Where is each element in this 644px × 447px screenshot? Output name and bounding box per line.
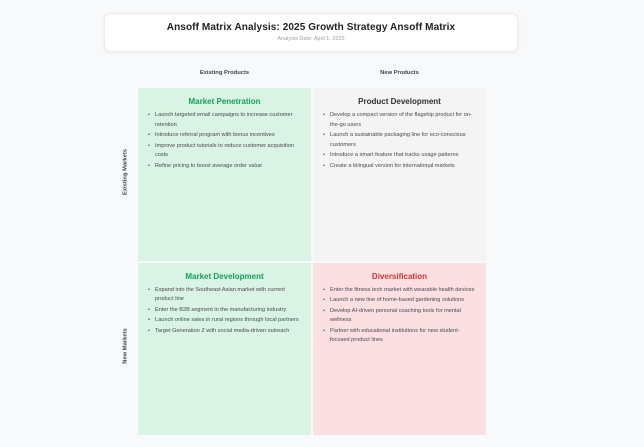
quadrant-item: • Introduce a smart feature that tracks usage patterns	[323, 151, 477, 161]
quadrant-item: • Develop AI-driven personal coaching tools for mental wellness	[323, 307, 477, 326]
quadrant-item: • Launch a sustainable packaging line for eco-conscious customers	[323, 131, 477, 150]
quadrant-item: • Enter the fitness tech market with wearable health devices	[323, 286, 477, 296]
quadrant-item: • Partner with educational institutions for new student-focused product lines	[323, 327, 477, 346]
quadrant-item: • Refine pricing to boost average order value	[148, 162, 302, 172]
quadrant-item: • Introduce referral program with bonus incentives	[148, 131, 302, 141]
quadrant-item-list	[322, 111, 477, 171]
quadrant-item-list	[147, 111, 302, 171]
column-label-new-products: New Products	[380, 70, 419, 76]
quadrant-item: • Launch targeted email campaigns to increase customer retention	[148, 111, 302, 130]
row-label-new-markets: New Markets	[122, 328, 129, 364]
quadrant-item: • Create a bilingual version for international markets	[323, 162, 477, 172]
quadrant-market-penetration	[138, 88, 311, 261]
quadrant-title: Product Development	[358, 97, 441, 106]
quadrant-diversification	[313, 263, 486, 436]
quadrant-item: • Develop a compact version of the flagship product for on-the-go users	[323, 111, 477, 130]
quadrant-title: Market Development	[185, 271, 264, 281]
quadrant-item: • Target Generation Z with social media-driven outreach	[148, 327, 302, 337]
quadrant-item: • Expand into the Southeast Asian market with current product line	[148, 286, 302, 305]
quadrant-product-development	[313, 88, 486, 261]
quadrant-title: Diversification	[371, 271, 428, 281]
quadrant-item: • Launch a new line of home-based gardening solutions	[323, 296, 477, 306]
quadrant-title: Market Penetration	[188, 97, 261, 106]
row-label-existing-markets: Existing Markets	[122, 148, 129, 196]
quadrant-item: • Enter the B2B segment in the manufacturing industry	[148, 306, 302, 316]
quadrant-item: • Launch online sales in rural regions through local partners	[148, 316, 302, 326]
quadrant-item-list	[322, 286, 477, 346]
analysis-date: Analysis Date: April 1, 2025	[277, 36, 345, 42]
page-title: Ansoff Matrix Analysis: 2025 Growth Strategy Ansoff Matrix	[166, 22, 456, 33]
header-card	[104, 13, 518, 52]
ansoff-matrix	[138, 88, 486, 435]
quadrant-item: • Improve product tutorials to reduce customer acquisition costs	[148, 142, 302, 161]
quadrant-item-list	[147, 286, 302, 337]
quadrant-market-development	[138, 263, 311, 436]
column-label-existing-products: Existing Products	[199, 70, 250, 76]
